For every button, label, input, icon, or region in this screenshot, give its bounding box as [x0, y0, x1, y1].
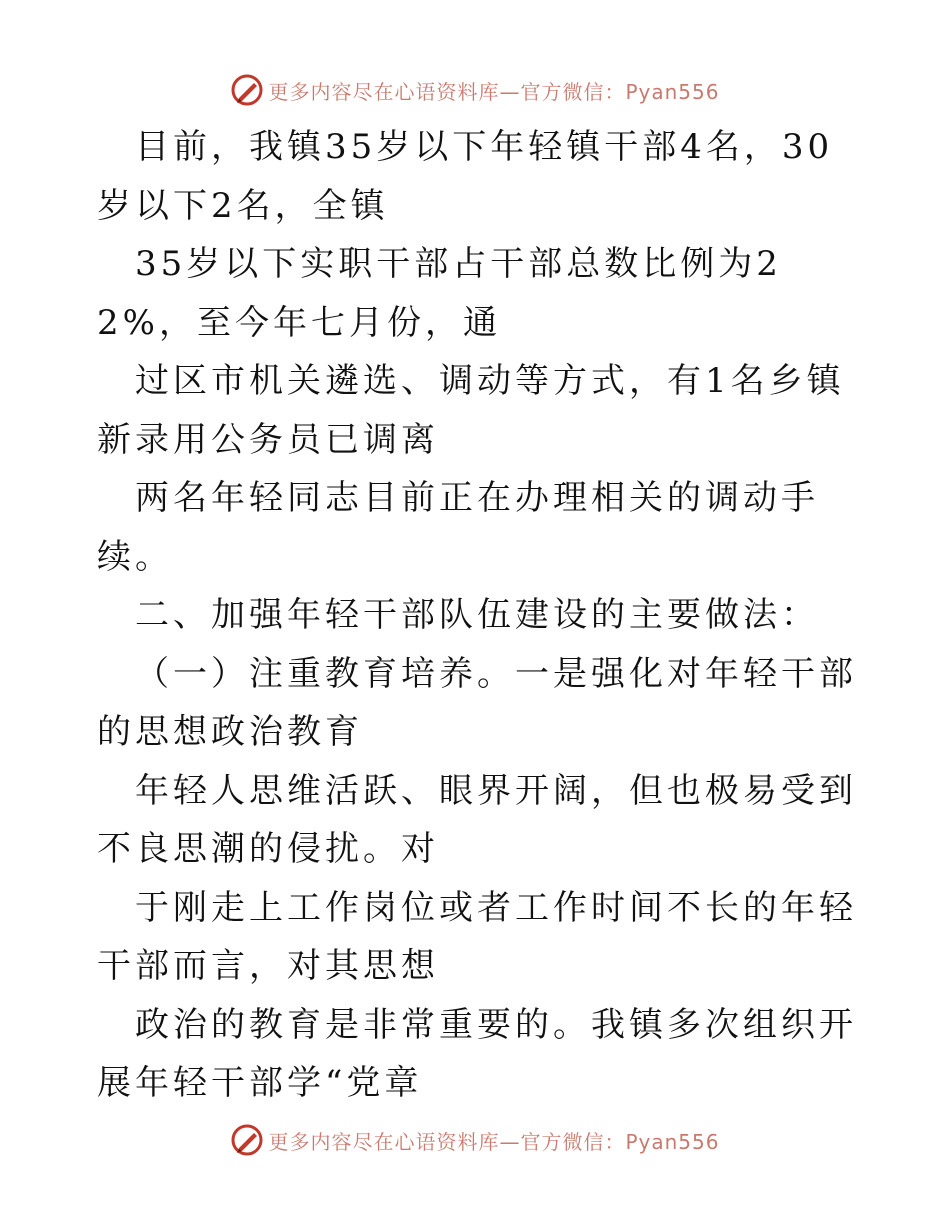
paragraph: 年轻人思维活跃、眼界开阔，但也极易受到不良思潮的侵扰。对 [97, 770, 857, 869]
subsection-heading: （一）注重教育培养。一是强化对年轻干部的思想政治教育 [97, 653, 857, 752]
watermark-text: 更多内容尽在心语资料库—官方微信：Pyan556 [268, 79, 720, 104]
header-watermark [0, 70, 950, 110]
paragraph: 目前，我镇35岁以下年轻镇干部4名，30岁以下2名，全镇 [97, 127, 834, 226]
section-heading: 二、加强年轻干部队伍建设的主要做法： [135, 595, 819, 635]
paragraph: 两名年轻同志目前正在办理相关的调动手续。 [97, 478, 819, 577]
paragraph: 过区市机关遴选、调动等方式，有1名乡镇新录用公务员已调离 [97, 361, 845, 460]
pen-logo-icon [230, 1123, 264, 1157]
footer-watermark [0, 1120, 950, 1160]
paragraph: 35岁以下实职干部占干部总数比例为22%，至今年七月份，通 [97, 244, 782, 343]
document-body [97, 118, 857, 1113]
watermark-text: 更多内容尽在心语资料库—官方微信：Pyan556 [268, 1129, 720, 1154]
pen-logo-icon [230, 73, 264, 107]
paragraph: 政治的教育是非常重要的。我镇多次组织开展年轻干部学“党章 [97, 1004, 857, 1103]
paragraph: 于刚走上工作岗位或者工作时间不长的年轻干部而言，对其思想 [97, 887, 857, 986]
